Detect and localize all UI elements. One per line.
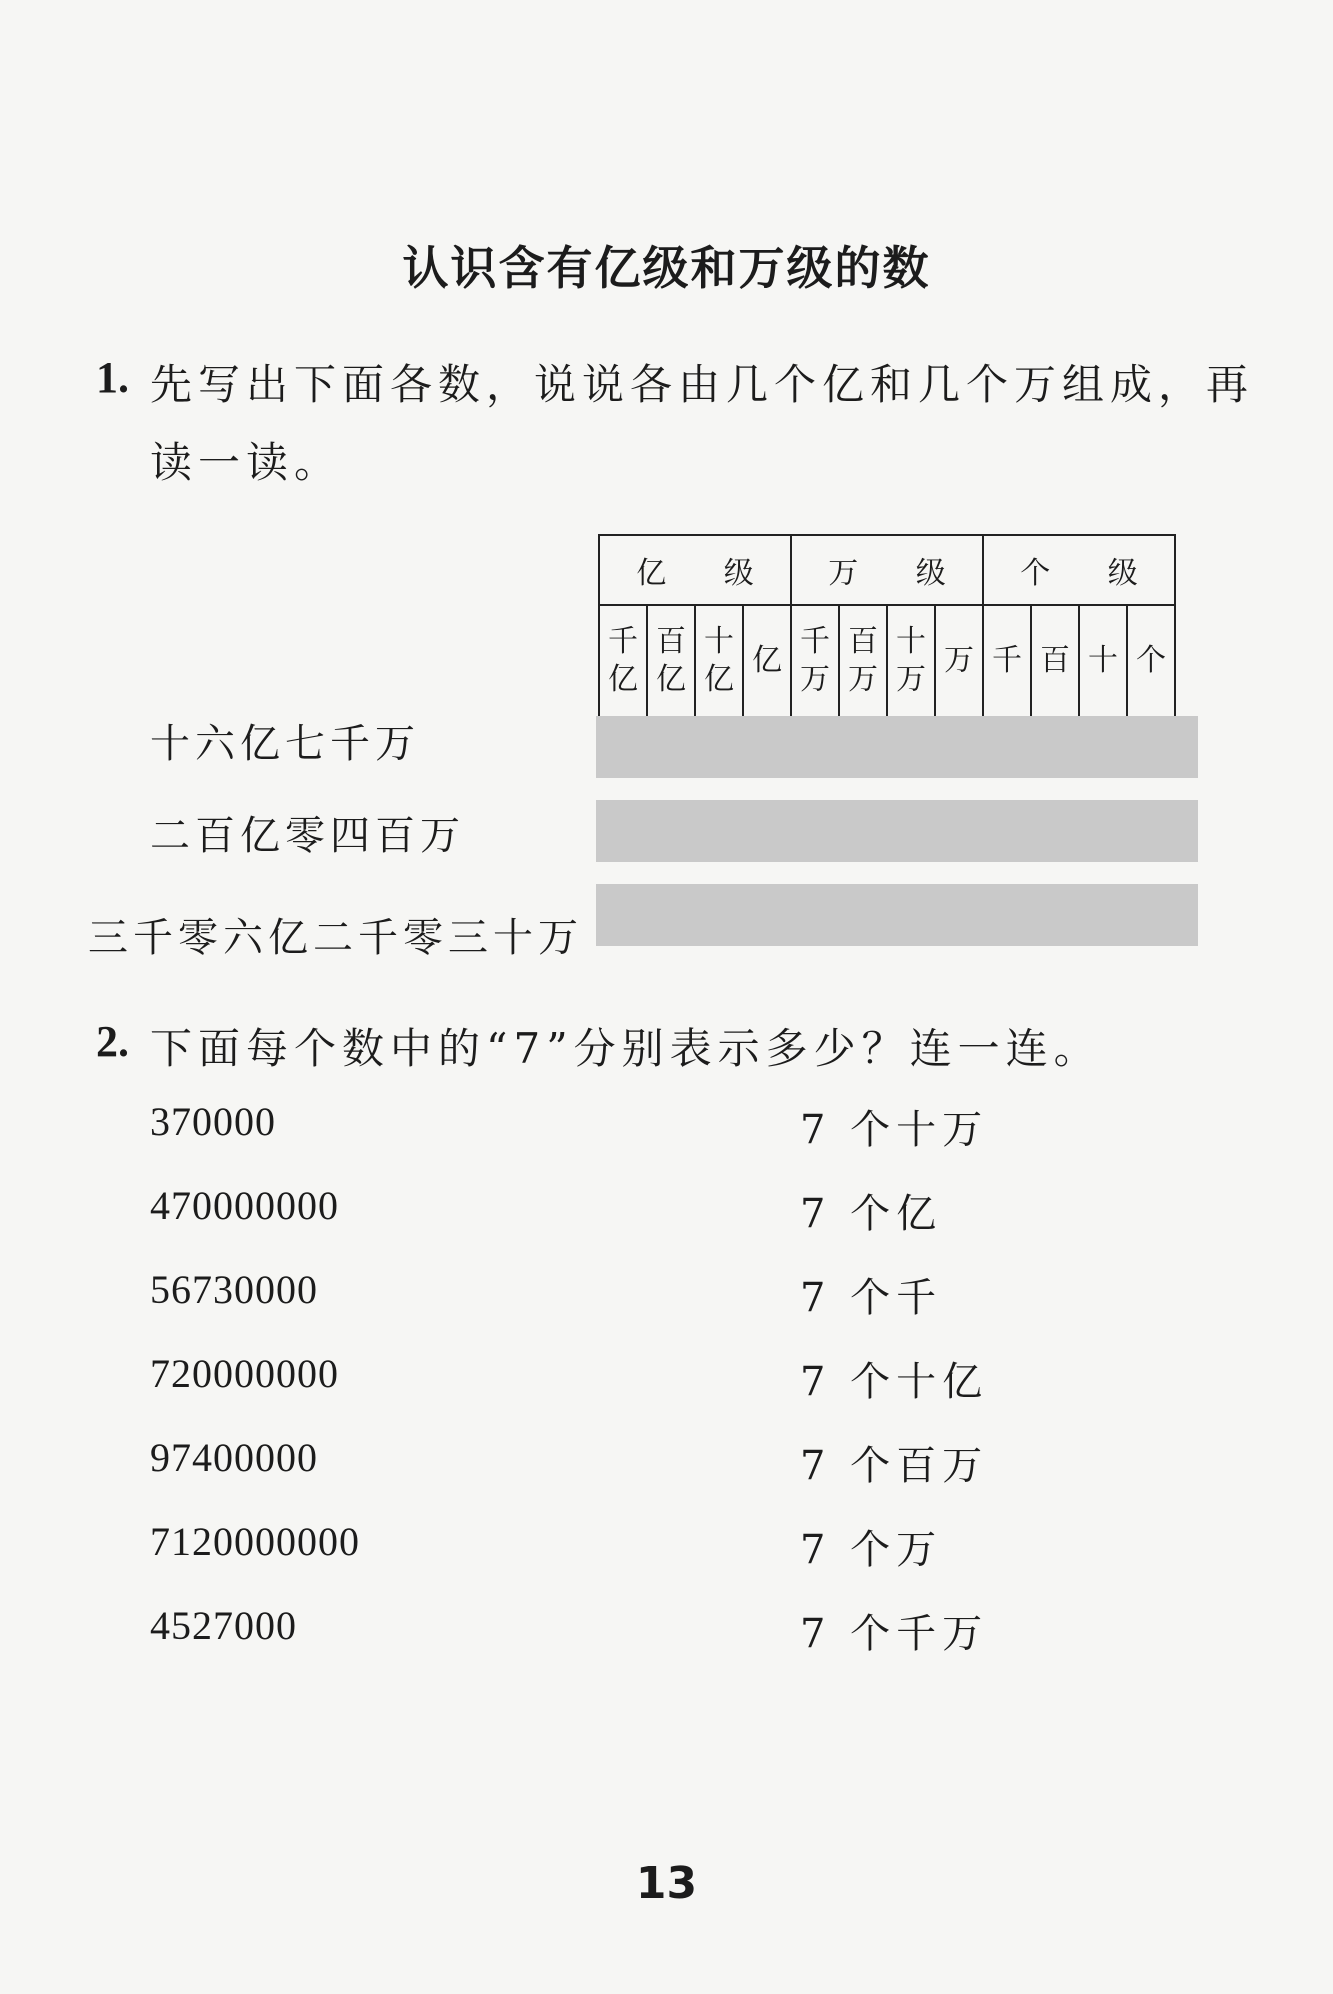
place-groups-row	[599, 535, 1175, 605]
place-cell: 十	[1079, 605, 1127, 717]
meaning-item[interactable]: 7 个百万	[800, 1443, 989, 1489]
number-item[interactable]: 7120000000	[150, 1519, 360, 1564]
number-item[interactable]: 470000000	[150, 1183, 339, 1228]
meaning-item[interactable]: 7 个亿	[800, 1191, 943, 1237]
question-2-number: 2.	[96, 1017, 129, 1066]
place-cell: 千 万	[791, 605, 839, 717]
answer-field-2[interactable]	[596, 800, 1198, 862]
place-cell: 十 万	[887, 605, 935, 717]
number-item[interactable]: 56730000	[150, 1267, 318, 1312]
group-wan: 万 级	[791, 535, 983, 605]
meaning-item[interactable]: 7 个十万	[800, 1107, 989, 1153]
place-value-table	[598, 534, 1176, 718]
answer-field-3[interactable]	[596, 884, 1198, 946]
number-item[interactable]: 97400000	[150, 1435, 318, 1480]
place-cell: 百 亿	[647, 605, 695, 717]
page-number: 13	[635, 1858, 698, 1909]
place-cell: 百	[1031, 605, 1079, 717]
row-label-1: 十六亿七千万	[150, 721, 420, 767]
row-label-2: 二百亿零四百万	[150, 813, 465, 859]
page-title: 认识含有亿级和万级的数	[402, 241, 931, 295]
place-cell: 千	[983, 605, 1031, 717]
meaning-item[interactable]: 7 个千	[800, 1275, 943, 1321]
answer-field-1[interactable]	[596, 716, 1198, 778]
meaning-item[interactable]: 7 个千万	[800, 1611, 989, 1657]
question-1-text-line2: 读一读。	[150, 438, 343, 487]
number-item[interactable]: 4527000	[150, 1603, 297, 1648]
group-ge: 个 级	[983, 535, 1175, 605]
question-1-text-line1: 先写出下面各数，说说各由几个亿和几个万组成，再	[150, 360, 1255, 409]
place-cell: 个	[1127, 605, 1175, 717]
place-cell: 万	[935, 605, 983, 717]
question-2-text: 下面每个数中的“7”分别表示多少？连一连。	[150, 1024, 1102, 1073]
place-cell: 十 亿	[695, 605, 743, 717]
question-1-number: 1.	[96, 353, 129, 402]
place-names-row	[599, 605, 1175, 717]
row-label-3: 三千零六亿二千零三十万	[88, 915, 583, 961]
meaning-item[interactable]: 7 个万	[800, 1527, 943, 1573]
group-yi: 亿 级	[599, 535, 791, 605]
place-cell: 百 万	[839, 605, 887, 717]
meaning-item[interactable]: 7 个十亿	[800, 1359, 989, 1405]
number-item[interactable]: 370000	[150, 1099, 276, 1144]
place-cell: 千 亿	[599, 605, 647, 717]
number-item[interactable]: 720000000	[150, 1351, 339, 1396]
place-cell: 亿	[743, 605, 791, 717]
